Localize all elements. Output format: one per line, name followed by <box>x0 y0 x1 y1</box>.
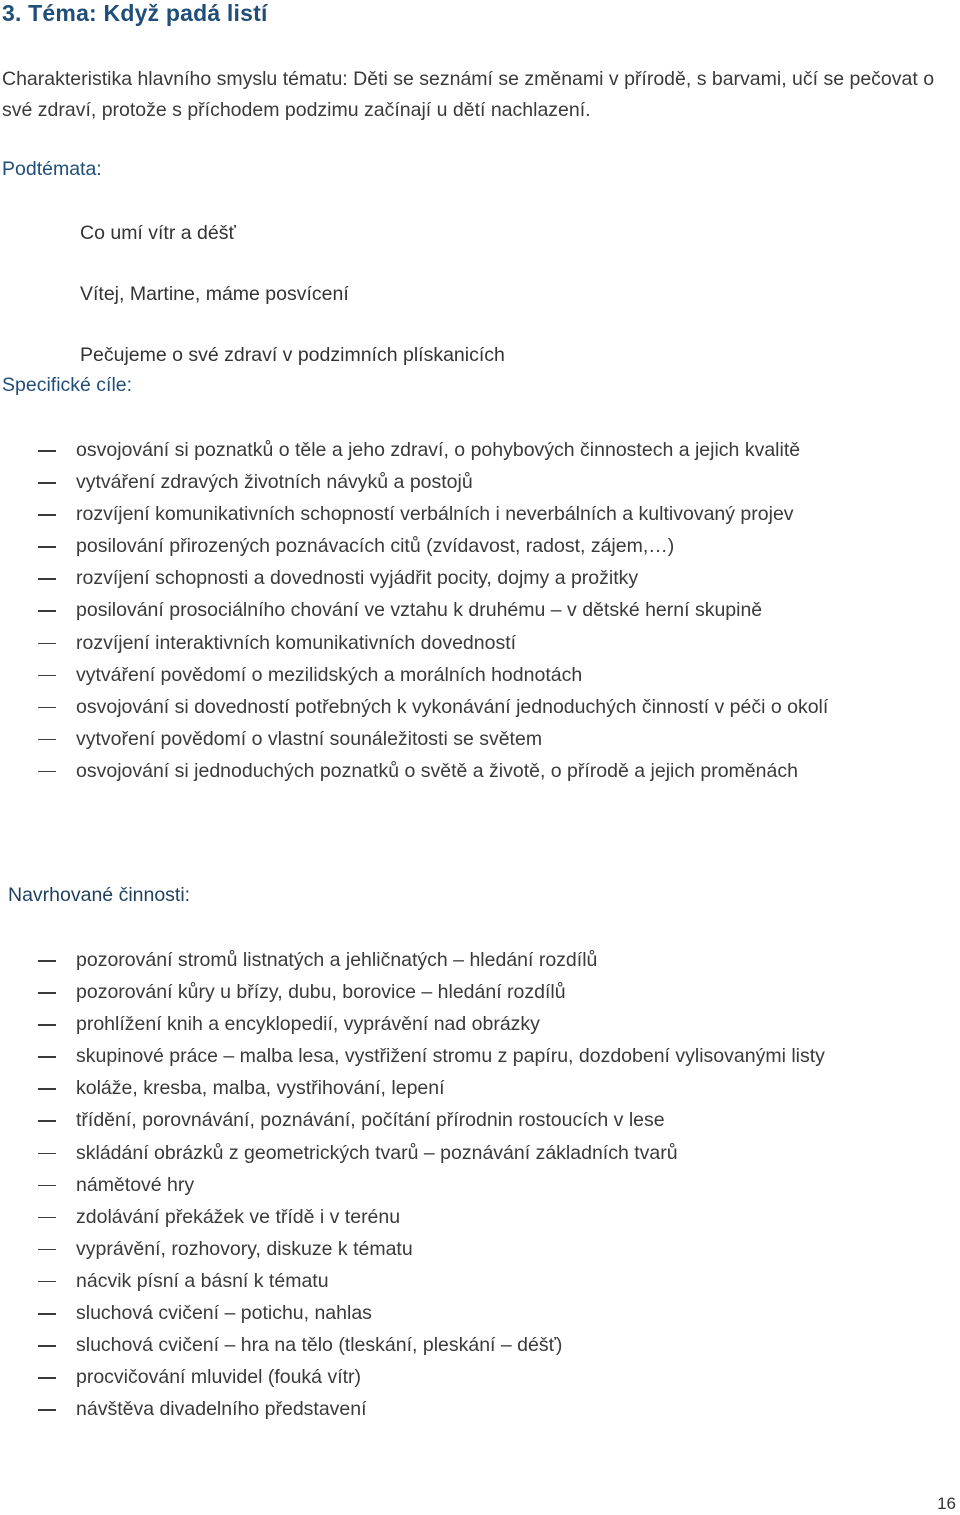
goal-item <box>0 659 945 691</box>
dash-bullet-icon <box>38 1345 56 1347</box>
goal-item <box>0 723 945 755</box>
dash-bullet-icon <box>38 1056 56 1058</box>
activity-item <box>0 1233 945 1265</box>
goal-item <box>0 627 945 659</box>
goal-item <box>0 530 945 562</box>
dash-bullet-icon <box>38 450 56 452</box>
dash-bullet-icon <box>38 1313 56 1315</box>
activity-text: skupinové práce – malba lesa, vystřižení stromu z papíru, dozdobení vylisovanými listy <box>76 1045 825 1068</box>
specific-goals-heading: Specifické cíle: <box>2 374 133 396</box>
specific-goals-list <box>0 434 945 787</box>
activity-item <box>0 1072 945 1104</box>
activity-item <box>0 1104 945 1136</box>
activity-item <box>0 1393 945 1425</box>
dash-bullet-icon <box>38 1088 56 1090</box>
proposed-activities-list <box>0 944 945 1425</box>
dash-bullet-icon <box>38 482 56 484</box>
activity-text: nácvik písní a básní k tématu <box>76 1269 329 1292</box>
activity-item <box>0 1201 945 1233</box>
dash-bullet-icon <box>38 1153 56 1155</box>
dash-bullet-icon <box>38 1409 56 1411</box>
activity-text: vyprávění, rozhovory, diskuze k tématu <box>76 1237 413 1260</box>
activity-text: skládání obrázků z geometrických tvarů – poznávání základních tvarů <box>76 1141 678 1164</box>
goal-item <box>0 691 945 723</box>
activity-item <box>0 1137 945 1169</box>
goal-text: vytvoření povědomí o vlastní sounáležitosti se světem <box>76 727 543 750</box>
subtopic-item: Vítej, Martine, máme posvícení <box>80 283 349 305</box>
dash-bullet-icon <box>38 960 56 962</box>
activity-item <box>0 1329 945 1361</box>
dash-bullet-icon <box>38 1185 56 1187</box>
activity-item <box>0 1169 945 1201</box>
activity-text: procvičování mluvidel (fouká vítr) <box>76 1366 362 1389</box>
dash-bullet-icon <box>38 675 56 677</box>
goal-text: osvojování si poznatků o těle a jeho zdraví, o pohybových činnostech a jejich kvalitě <box>76 439 801 461</box>
proposed-activities-heading: Navrhované činnosti: <box>8 884 191 906</box>
activity-text: pozorování kůry u břízy, dubu, borovice – hledání rozdílů <box>76 981 566 1004</box>
goal-text: osvojování si dovedností potřebných k vykonávání jednoduchých činností v péči o okolí <box>76 695 829 718</box>
activity-text: prohlížení knih a encyklopedií, vyprávění nad obrázky <box>76 1013 540 1036</box>
dash-bullet-icon <box>38 1217 56 1219</box>
activity-item <box>0 1008 945 1040</box>
goal-item <box>0 594 945 626</box>
subtopics-heading: Podtémata: <box>2 158 102 180</box>
activity-text: sluchová cvičení – potichu, nahlas <box>76 1302 372 1325</box>
dash-bullet-icon <box>38 578 56 580</box>
dash-bullet-icon <box>38 707 56 709</box>
activity-item <box>0 1297 945 1329</box>
dash-bullet-icon <box>38 1249 56 1251</box>
activity-item <box>0 976 945 1008</box>
activity-text: zdolávání překážek ve třídě i v terénu <box>76 1205 401 1228</box>
activity-text: třídění, porovnávání, poznávání, počítání přírodnin rostoucích v lese <box>76 1109 665 1132</box>
dash-bullet-icon <box>38 992 56 994</box>
goal-text: osvojování si jednoduchých poznatků o světě a životě, o přírodě a jejich proměnách <box>76 759 798 782</box>
goal-item <box>0 755 945 787</box>
dash-bullet-icon <box>38 514 56 516</box>
goal-text: posilování prosociálního chování ve vztahu k druhému – v dětské herní skupině <box>76 599 763 622</box>
activity-text: námětové hry <box>76 1173 195 1196</box>
activity-item <box>0 1361 945 1393</box>
activity-item <box>0 944 945 976</box>
dash-bullet-icon <box>38 1281 56 1283</box>
dash-bullet-icon <box>38 1377 56 1379</box>
subtopic-item: Co umí vítr a déšť <box>80 222 236 244</box>
goal-text: rozvíjení interaktivních komunikativních dovedností <box>76 631 517 654</box>
goal-text: rozvíjení komunikativních schopností verbálních i neverbálních a kultivovaný projev <box>76 503 794 526</box>
goal-text: vytváření povědomí o mezilidských a morálních hodnotách <box>76 663 583 686</box>
dash-bullet-icon <box>38 610 56 612</box>
dash-bullet-icon <box>38 771 56 773</box>
page-title: 3. Téma: Když padá listí <box>2 0 268 26</box>
activity-text: koláže, kresba, malba, vystřihování, lepení <box>76 1077 445 1100</box>
page-number: 16 <box>937 1494 956 1513</box>
dash-bullet-icon <box>38 739 56 741</box>
activity-text: návštěva divadelního představení <box>76 1398 367 1421</box>
activity-item <box>0 1040 945 1072</box>
goal-text: vytváření zdravých životních návyků a postojů <box>76 471 473 494</box>
theme-characteristic: Charakteristika hlavního smyslu tématu: Děti se seznámí se změnami v přírodě, s barvami, učí se pečovat o své zdraví, protože s příchodem podzimu začínají u dětí nachlazení. <box>2 68 935 121</box>
activity-text: pozorování stromů listnatých a jehličnatých – hledání rozdílů <box>76 949 598 971</box>
activity-item <box>0 1265 945 1297</box>
dash-bullet-icon <box>38 1024 56 1026</box>
activity-text: sluchová cvičení – hra na tělo (tleskání, pleskání – déšť) <box>76 1334 563 1357</box>
dash-bullet-icon <box>38 1120 56 1122</box>
subtopic-item: Pečujeme o své zdraví v podzimních plískanicích <box>80 344 505 366</box>
goal-item <box>0 498 945 530</box>
goal-text: rozvíjení schopnosti a dovednosti vyjádřit pocity, dojmy a prožitky <box>76 567 639 590</box>
dash-bullet-icon <box>38 643 56 645</box>
goal-text: posilování přirozených poznávacích citů (zvídavost, radost, zájem,…) <box>76 535 675 558</box>
goal-item <box>0 562 945 594</box>
dash-bullet-icon <box>38 546 56 548</box>
goal-item <box>0 434 945 466</box>
goal-item <box>0 466 945 498</box>
